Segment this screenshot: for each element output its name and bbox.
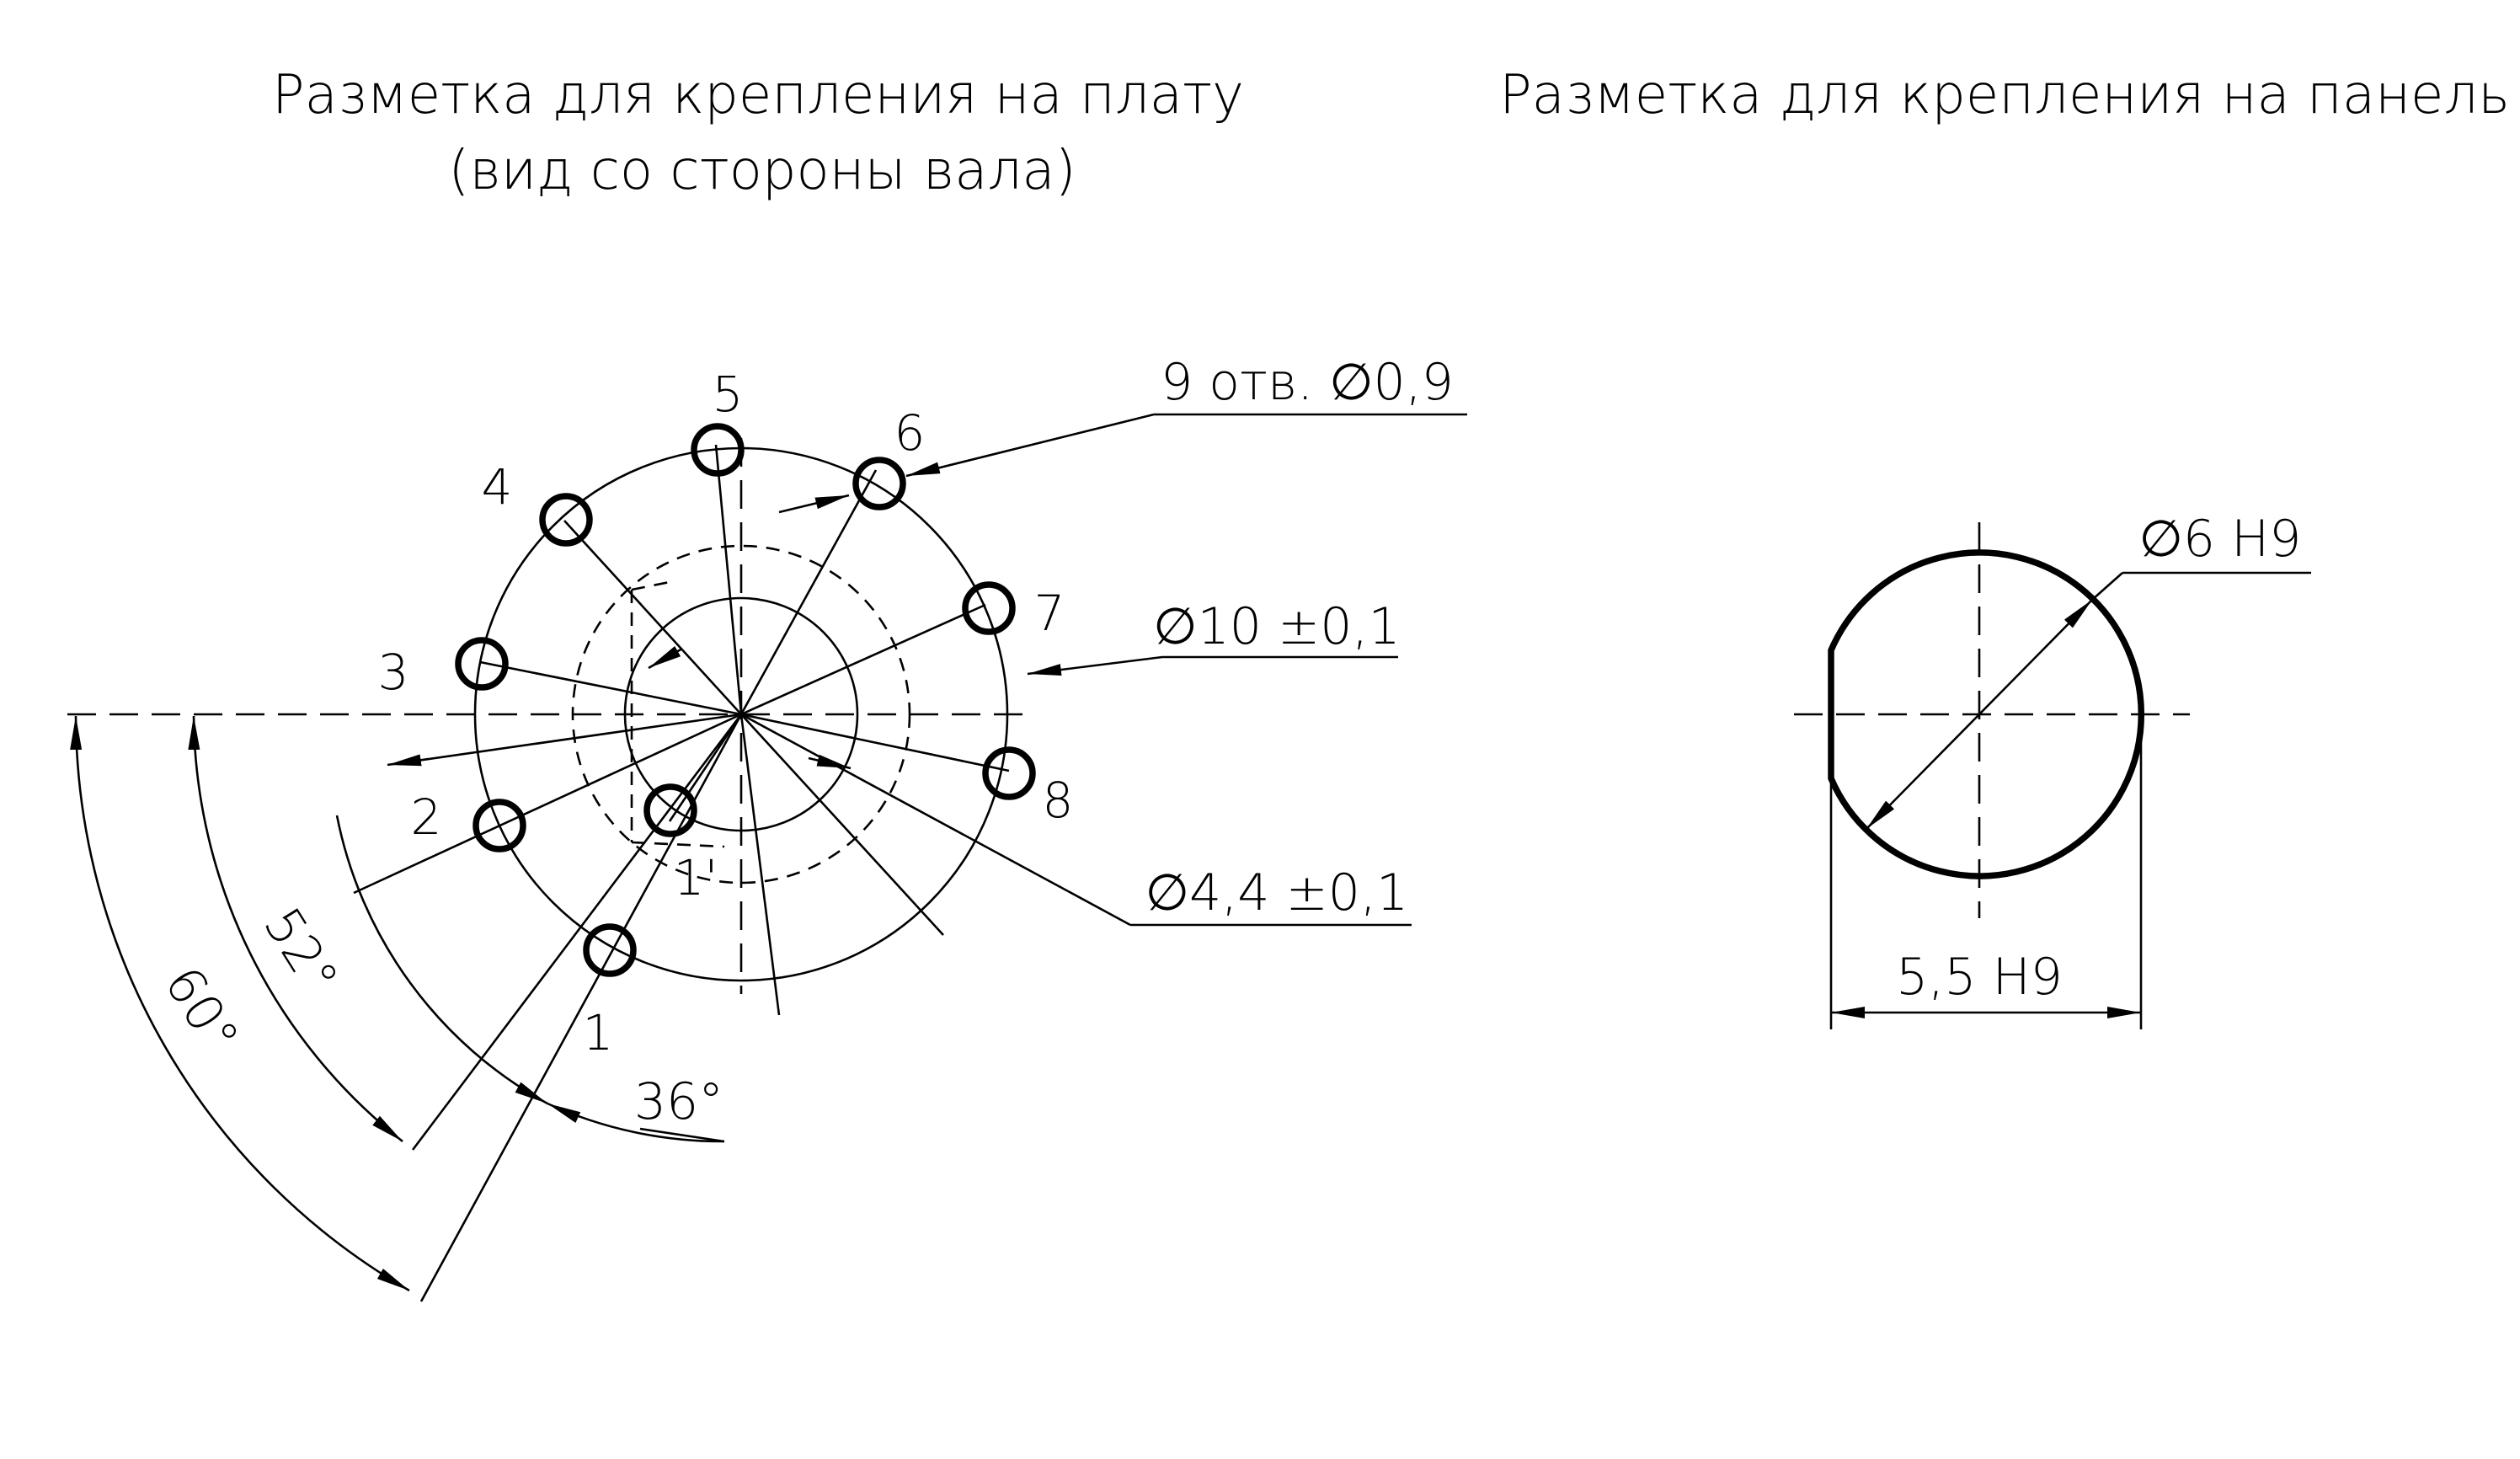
panel-diameter-shelf (2092, 573, 2122, 600)
inner-arrow-upleft (649, 649, 682, 668)
panel-width-text: 5,5 H9 (1896, 948, 2063, 1007)
hole-label-1prime: 1' (673, 849, 718, 906)
holes-callout-leader (906, 414, 1154, 476)
angle-60-text: 60° (152, 956, 250, 1065)
bolt-circle-arrow-right (1028, 657, 1162, 674)
hidden-notch-top (632, 581, 674, 590)
hole-6 (856, 460, 903, 507)
hole-1 (586, 927, 633, 974)
radial-line-down (741, 714, 779, 1015)
hole-7 (965, 585, 1012, 632)
board-view (67, 64, 1467, 1301)
hole-3 (458, 640, 505, 687)
hole-label-5: 5 (712, 366, 744, 423)
hole-label-8: 8 (1042, 772, 1074, 829)
inner-circle-callout-text: ∅4,4 ±0,1 (1145, 863, 1409, 922)
hidden-notch-bottom (632, 842, 724, 847)
radial-line-7 (741, 605, 985, 714)
inner-arrow-downright (809, 758, 851, 768)
hole-8 (985, 750, 1033, 797)
radial-line-8 (741, 714, 1009, 771)
hole-label-1: 1 (582, 1004, 614, 1061)
hole-1prime (647, 787, 694, 834)
mounting-holes (458, 426, 1033, 974)
angle-36-text: 36° (633, 1072, 724, 1131)
board-view-title: Разметка для крепления на плату (272, 64, 1244, 126)
panel-diameter-text: ∅6 H9 (2138, 510, 2302, 569)
holes-callout-text: 9 отв. ∅0,9 (1161, 353, 1454, 412)
hole-label-6: 6 (894, 404, 926, 462)
hole-label-7: 7 (1033, 585, 1065, 642)
angle-60-arc (76, 716, 409, 1291)
angle-36-arc (337, 815, 547, 1104)
panel-view-title: Разметка для крепления на панель (1499, 64, 2510, 126)
hole-label-4: 4 (481, 458, 513, 516)
radial-line-5 (716, 445, 741, 714)
radial-line-lower-right (741, 714, 943, 935)
hole-4 (542, 496, 590, 543)
angle-52-text: 52° (252, 897, 350, 1006)
bolt-circle-callout-text: ∅10 ±0,1 (1153, 597, 1401, 656)
hole-label-3: 3 (377, 644, 409, 701)
panel-view (1499, 64, 2510, 1029)
hole-label-2: 2 (410, 788, 442, 846)
holes-callout-arrow-left (779, 495, 849, 512)
board-view-subtitle: (вид со стороны вала) (448, 140, 1076, 202)
